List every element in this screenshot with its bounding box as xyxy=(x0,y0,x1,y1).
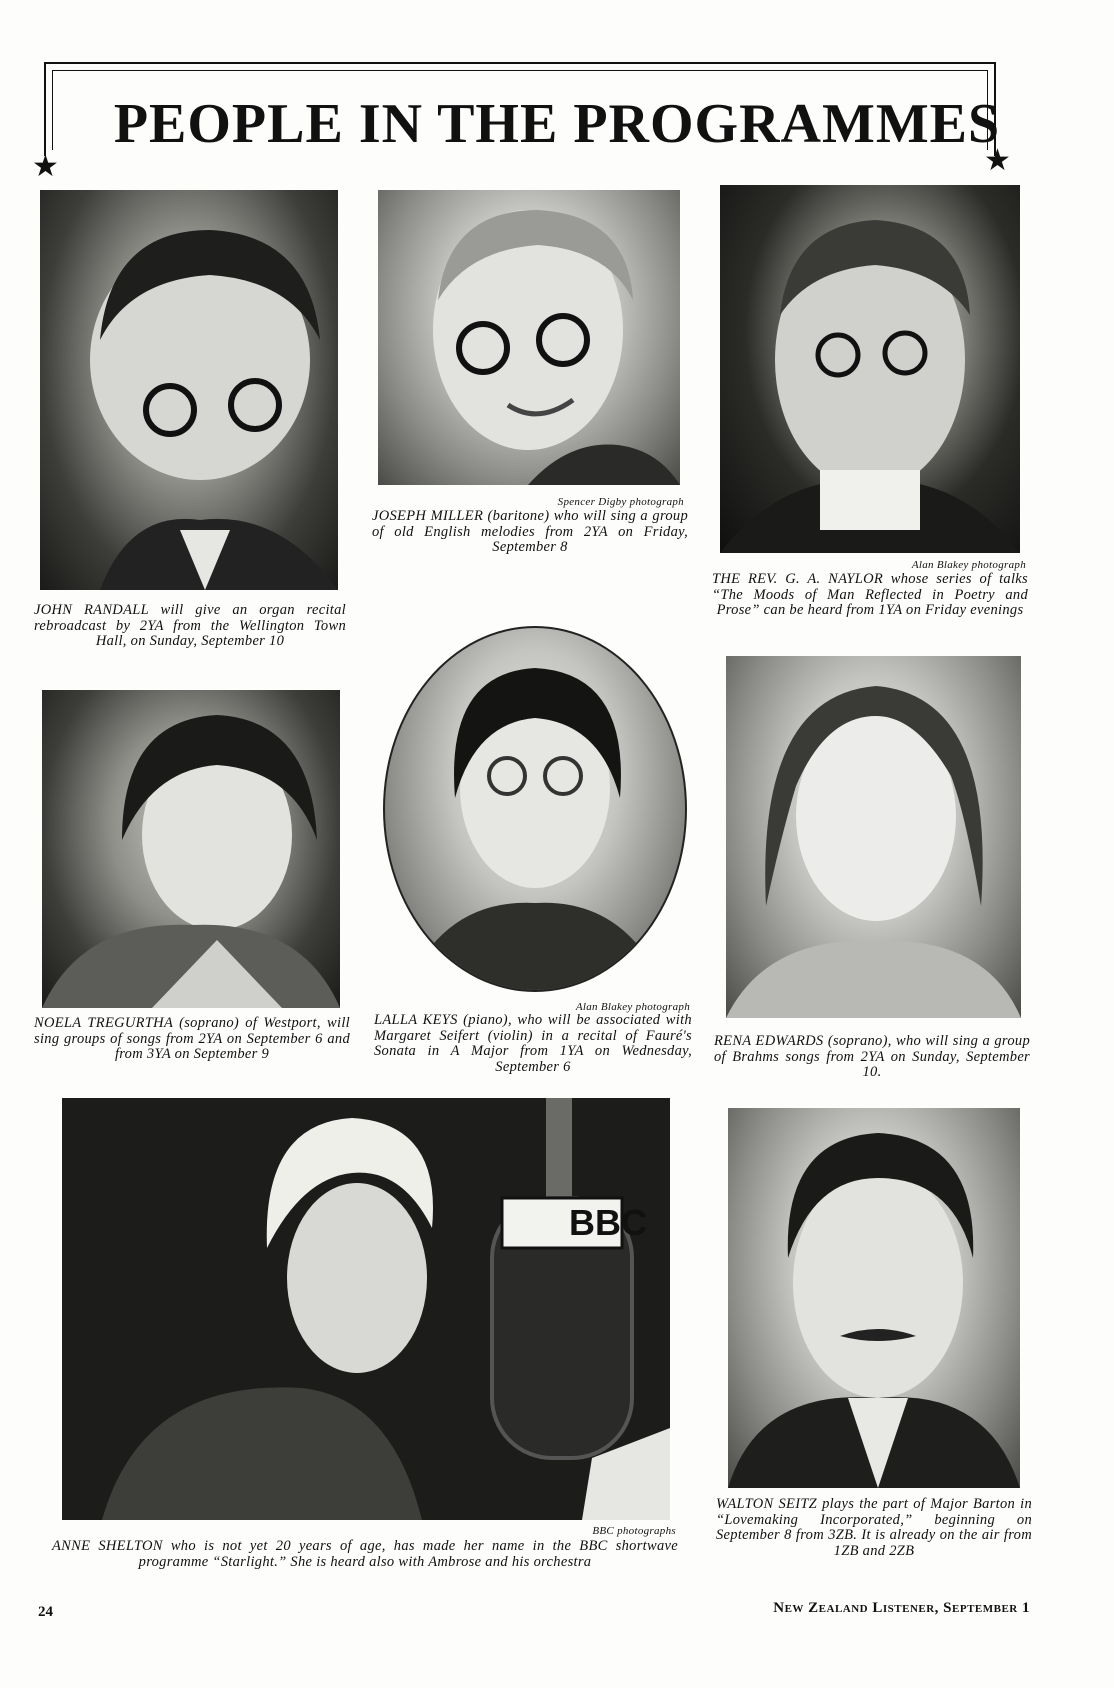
credit-joseph-miller: Spencer Digby photograph xyxy=(557,496,684,508)
caption-noela-tregurtha: NOELA TREGURTHA (soprano) of Westport, will sing groups of songs from 2YA on September 6 and from 3YA on September 9 xyxy=(34,1015,350,1062)
caption-anne-shelton: ANNE SHELTON who is not yet 20 years of age, has made her name in the BBC shortwave programme “Starlight.” She is heard also with Ambrose and his orchestra xyxy=(52,1538,678,1570)
caption-lalla-keys: LALLA KEYS (piano), who will be associated with Margaret Seifert (violin) in a recital of Fauré's Sonata in A Major from 1YA on Wednesday, September 6 xyxy=(374,1012,692,1075)
star-icon-right: ★ xyxy=(984,144,1011,177)
mic-bbc-label: BBC xyxy=(569,1202,647,1243)
photo-joseph-miller xyxy=(378,190,680,485)
credit-anne-shelton: BBC photographs xyxy=(592,1525,676,1537)
caption-john-randall: JOHN RANDALL will give an organ recital rebroadcast by 2YA from the Wellington Town Hall, on Sunday, September 10 xyxy=(34,602,346,649)
caption-walton-seitz: WALTON SEITZ plays the part of Major Barton in “Lovemaking Incorporated,” beginning on September 8 from 3ZB. It is already on the air from 1ZB and 2ZB xyxy=(716,1496,1032,1559)
publication-footer: New Zealand Listener, September 1 xyxy=(773,1600,1030,1616)
star-icon-left: ★ xyxy=(32,150,59,183)
photo-anne-shelton xyxy=(62,1098,670,1520)
credit-rev-g-a-naylor: Alan Blakey photograph xyxy=(911,559,1026,571)
caption-rena-edwards: RENA EDWARDS (soprano), who will sing a group of Brahms songs from 2YA on Sunday, September 10. xyxy=(714,1033,1030,1080)
page-number: 24 xyxy=(38,1604,53,1620)
photo-rev-g-a-naylor xyxy=(720,185,1020,553)
credit-lalla-keys: Alan Blakey photograph xyxy=(575,1001,690,1013)
photo-noela-tregurtha xyxy=(42,690,340,1008)
title-frame-inner-rule xyxy=(52,70,988,71)
photo-rena-edwards xyxy=(726,656,1021,1018)
photo-walton-seitz xyxy=(728,1108,1020,1488)
caption-rev-g-a-naylor: THE REV. G. A. NAYLOR whose series of talks “The Moods of Man Reflected in Poetry and Prose” can be heard from 1YA on Friday evenings xyxy=(712,571,1028,618)
photo-lalla-keys xyxy=(383,626,687,992)
title-frame-top-rule xyxy=(44,62,996,64)
photo-john-randall xyxy=(40,190,338,590)
caption-joseph-miller: JOSEPH MILLER (baritone) who will sing a group of old English melodies from 2YA on Friday, September 8 xyxy=(372,508,688,555)
page-title: PEOPLE IN THE PROGRAMMES xyxy=(113,93,1001,155)
